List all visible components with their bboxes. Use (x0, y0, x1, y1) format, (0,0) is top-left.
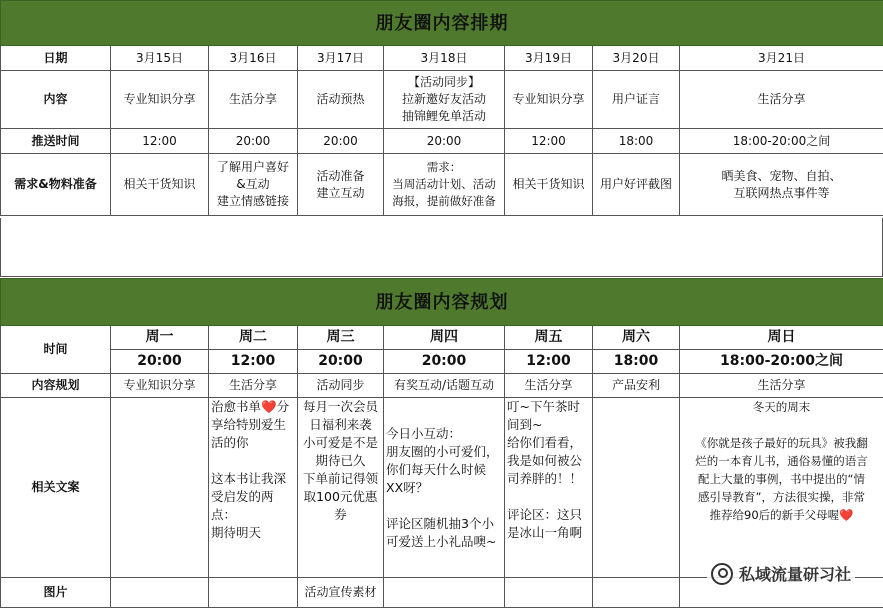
content-plan-cell: 生活分享 (680, 374, 883, 398)
push-time-cell: 12:00 (111, 129, 209, 154)
copy-cell (593, 398, 680, 578)
needs-cell: 晒美食、宠物、自拍、 互联网热点事件等 (680, 154, 883, 216)
image-cell (384, 578, 505, 608)
date-cell: 3月16日 (209, 46, 298, 71)
needs-cell: 相关干货知识 (505, 154, 593, 216)
image-cell (111, 578, 209, 608)
content-cell: 【活动同步】 拉新邀好友活动 抽锦鲤免单活动 (384, 71, 505, 129)
weekday-cell: 周一 (111, 326, 209, 350)
weekday-cell: 周五 (505, 326, 593, 350)
section-divider (0, 276, 883, 277)
copy-label: 相关文案 (1, 398, 111, 578)
weekday-cell: 周六 (593, 326, 680, 350)
push-time-cell: 12:00 (505, 129, 593, 154)
weekday-cell: 周二 (209, 326, 298, 350)
weekday-cell: 周日 (680, 326, 883, 350)
wechat-icon (711, 563, 733, 585)
date-label: 日期 (1, 46, 111, 71)
schedule-table (0, 0, 883, 216)
schedule-title: 朋友圈内容排期 (1, 1, 883, 46)
copy-cell: 治愈书单❤️分 享给特别爱生 活的你 这本书让我深 受启发的两 点： 期待明天 (209, 398, 298, 578)
image-cell (209, 578, 298, 608)
weekday-row (1, 326, 883, 350)
content-cell: 专业知识分享 (111, 71, 209, 129)
plan-time-cell: 12:00 (209, 350, 298, 374)
plan-time-cell: 20:00 (298, 350, 384, 374)
copy-cell: 今日小互动： 朋友圈的小可爱们， 你们每天什么时候 XX呀？ 评论区随机抽3个小 可爱送上小礼品噢~ (384, 398, 505, 578)
watermark (707, 560, 855, 587)
date-cell: 3月20日 (593, 46, 680, 71)
needs-cell: 活动准备 建立互动 (298, 154, 384, 216)
weekday-cell: 周四 (384, 326, 505, 350)
content-plan-cell: 产品安利 (593, 374, 680, 398)
content-plan-cell: 活动同步 (298, 374, 384, 398)
content-cell: 活动预热 (298, 71, 384, 129)
content-plan-cell: 生活分享 (505, 374, 593, 398)
content-row (1, 71, 883, 129)
content-plan-cell: 专业知识分享 (111, 374, 209, 398)
date-cell: 3月19日 (505, 46, 593, 71)
content-plan-row (1, 374, 883, 398)
push-time-label: 推送时间 (1, 129, 111, 154)
needs-label: 需求&物料准备 (1, 154, 111, 216)
image-label: 图片 (1, 578, 111, 608)
content-label: 内容 (1, 71, 111, 129)
content-cell: 生活分享 (680, 71, 883, 129)
plan-time-cell: 18:00-20:00之间 (680, 350, 883, 374)
date-cell: 3月21日 (680, 46, 883, 71)
plan-time-cell: 20:00 (111, 350, 209, 374)
content-plan-label: 内容规划 (1, 374, 111, 398)
content-cell: 专业知识分享 (505, 71, 593, 129)
date-cell: 3月15日 (111, 46, 209, 71)
copy-cell (111, 398, 209, 578)
plan-table (0, 278, 883, 608)
content-cell: 生活分享 (209, 71, 298, 129)
date-cell: 3月17日 (298, 46, 384, 71)
needs-cell: 用户好评截图 (593, 154, 680, 216)
watermark-text: 私域流量研习社 (738, 565, 851, 584)
push-time-cell: 20:00 (384, 129, 505, 154)
content-plan-cell: 有奖互动/话题互动 (384, 374, 505, 398)
content-plan-cell: 生活分享 (209, 374, 298, 398)
blank-gap (0, 218, 883, 276)
push-time-cell: 18:00 (593, 129, 680, 154)
plan-time-row (1, 350, 883, 374)
date-cell: 3月18日 (384, 46, 505, 71)
image-cell (593, 578, 680, 608)
push-time-cell: 20:00 (209, 129, 298, 154)
needs-cell: 相关干货知识 (111, 154, 209, 216)
image-cell (505, 578, 593, 608)
copy-cell: 叮~下午茶时 间到~ 给你们看看， 我是如何被公 司养胖的！！ 评论区：这只 是冰山一角啊 (505, 398, 593, 578)
plan-section (0, 278, 883, 608)
content-cell: 用户证言 (593, 71, 680, 129)
date-row (1, 46, 883, 71)
plan-time-cell: 20:00 (384, 350, 505, 374)
image-cell: 活动宣传素材 (298, 578, 384, 608)
plan-title: 朋友圈内容规划 (1, 279, 883, 326)
push-time-cell: 18:00-20:00之间 (680, 129, 883, 154)
plan-time-cell: 12:00 (505, 350, 593, 374)
copy-cell: 冬天的周末 《你就是孩子最好的玩具》被我翻 烂的一本育儿书，通俗易懂的语言 配上大量的事例，书中提出的“情 感引导教育”，方法很实操，非常 推荐给90后的新手父母喔❤️ (680, 398, 883, 578)
plan-time-cell: 18:00 (593, 350, 680, 374)
time-label: 时间 (1, 326, 111, 374)
copy-cell: 每月一次会员 日福利来袭 小可爱是不是 期待已久 下单前记得领 取100元优惠 券 (298, 398, 384, 578)
push-time-row (1, 129, 883, 154)
weekday-cell: 周三 (298, 326, 384, 350)
needs-cell: 了解用户喜好 &互动 建立情感链接 (209, 154, 298, 216)
schedule-section (0, 0, 883, 216)
needs-cell: 需求： 当周活动计划、活动 海报，提前做好准备 (384, 154, 505, 216)
push-time-cell: 20:00 (298, 129, 384, 154)
needs-row (1, 154, 883, 216)
copy-row (1, 398, 883, 578)
